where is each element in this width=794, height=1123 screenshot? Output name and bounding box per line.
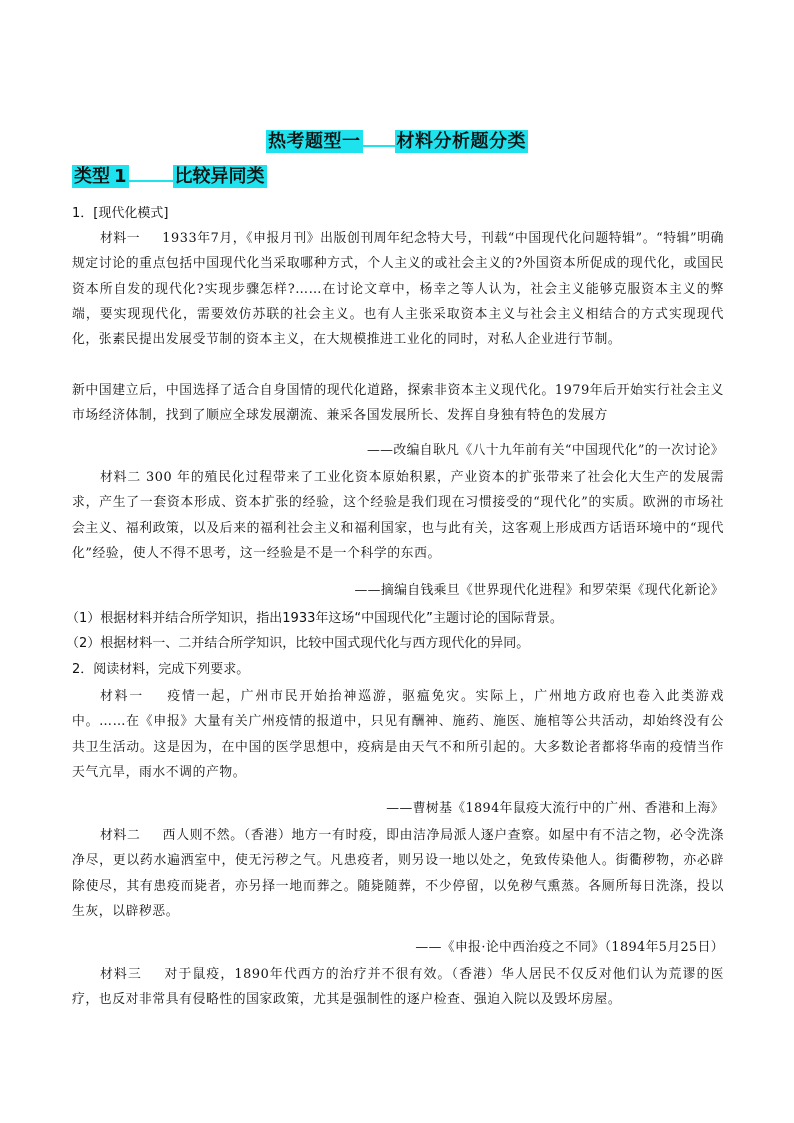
- q2-m2-source: ——《申报·论中西治疫之不同》（1894年5月25日）: [415, 940, 724, 955]
- q2-m1-source: ——曹树基《1894年鼠疫大流行中的广州、香港和上海》: [386, 801, 724, 816]
- q2-m3-text: 对于鼠疫，1890年代西方的治疗并不很有效。（香港）华人居民不仅反对他们认为荒谬的医疗，也反对非常具有侵略性的国家政策，尤其是强制性的逐户检查、强迫入院以及毁坏房屋。: [72, 967, 724, 1008]
- q1-m1-source: ——改编自耿凡《八十九年前有关“中国现代化”的一次讨论》: [366, 443, 724, 458]
- q2-m2-label: 材料二: [100, 828, 141, 843]
- title-part2: 材料分析题分类: [396, 131, 526, 152]
- q2-m2-text: 西人则不然。（香港）地方一有时疫，即由洁净局派人逐户查察。如屋中有不洁之物，必令洗涤净尽，更以药水遍洒室中，使无污秽之气。凡患疫者，则另设一地以处之，免致传染他人。街衢秽物，亦必辟除使尽，其有患疫而毙者，亦另择一地而葬之。随毙随葬，不少停留，以免秽气熏蒸。各厕所每日洗涤，投以生灰，以辟秽恶。: [72, 828, 724, 919]
- q1-header: 1．[现代化模式]: [72, 206, 169, 221]
- q1-m1-label: 材料一: [100, 231, 141, 246]
- q1-material-2: 材料二 300 年的殖民化过程带来了工业化资本原始积累，产业资本的扩张带来了社会化大生产的发展需求，产生了一套资本形成、资本扩张的经验，这个经验是我们现在习惯接受的“现代化”的实质。欧洲的市场社会主义、福利政策，以及后来的福利社会主义和福利国家，也与此有关，这客观上形成西方话语环境中的“现代化”经验，使人不得不思考，这一经验是不是一个科学的东西。: [72, 470, 724, 561]
- q1-material-1: [72, 226, 724, 352]
- q2-header: 2．阅读材料，完成下列要求。: [72, 662, 250, 677]
- q2-m1-label: 材料一: [100, 689, 145, 704]
- q1-m1-text2: 新中国建立后，中国选择了适合自身国情的现代化道路，探索非资本主义现代化。1979年后开始实行社会主义市场经济体制，找到了顺应全球发展潮流、兼采各国发展所长、发挥自身独有特色的发展方: [72, 383, 724, 424]
- type-label: 类型: [74, 166, 110, 187]
- type-heading: [72, 162, 267, 188]
- q2-m1-text: 疫情一起，广州市民开始抬神巡游，驱瘟免灾。实际上，广州地方政府也卷入此类游戏中。……在《申报》大量有关广州疫情的报道中，只见有酬神、施药、施医、施棺等公共活动，却始终没有公共卫生活动。这是因为，在中国的医学思想中，疫病是由天气不和所引起的。大多数论者都将华南的疫情当作天气亢旱，雨水不调的产物。: [72, 689, 724, 780]
- q1-sub-question-1: （1）根据材料并结合所学知识，指出1933年这场“中国现代化”主题讨论的国际背景。: [66, 611, 563, 626]
- type-name: 比较异同类: [174, 166, 265, 187]
- q2-material-3: [72, 962, 724, 1013]
- type-number: 1: [114, 166, 127, 187]
- q2-m3-label: 材料三: [100, 967, 142, 982]
- title-part1: 热考题型一: [268, 131, 361, 152]
- q1-m2-source: ——摘编自钱乘旦《世界现代化进程》和罗荣渠《现代化新论》: [354, 583, 724, 598]
- q2-material-1: [72, 684, 724, 785]
- q1-m1-text: 1933年7月，《申报月刊》出版创刊周年纪念特大号，刊载“中国现代化问题特辑”。“特辑”明确规定讨论的重点包括中国现代化当采取哪种方式，个人主义的或社会主义的?外国资本所促成的现代化，或国民资本所自发的现代化?实现步骤怎样?……在讨论文章中，杨幸之等人认为，社会主义能够克服资本主义的弊端，要实现现代化，需要效仿苏联的社会主义。也有人主张采取资本主义与社会主义相结合的方式实现现代化，张素民提出发展受节制的资本主义，在大规模推进工业化的同时，对私人企业进行节制。: [72, 231, 724, 348]
- page-title: [0, 127, 794, 153]
- q2-material-2: [72, 823, 724, 924]
- q1-sub-question-2: （2）根据材料一、二并结合所学知识，比较中国式现代化与西方现代化的异同。: [66, 636, 530, 651]
